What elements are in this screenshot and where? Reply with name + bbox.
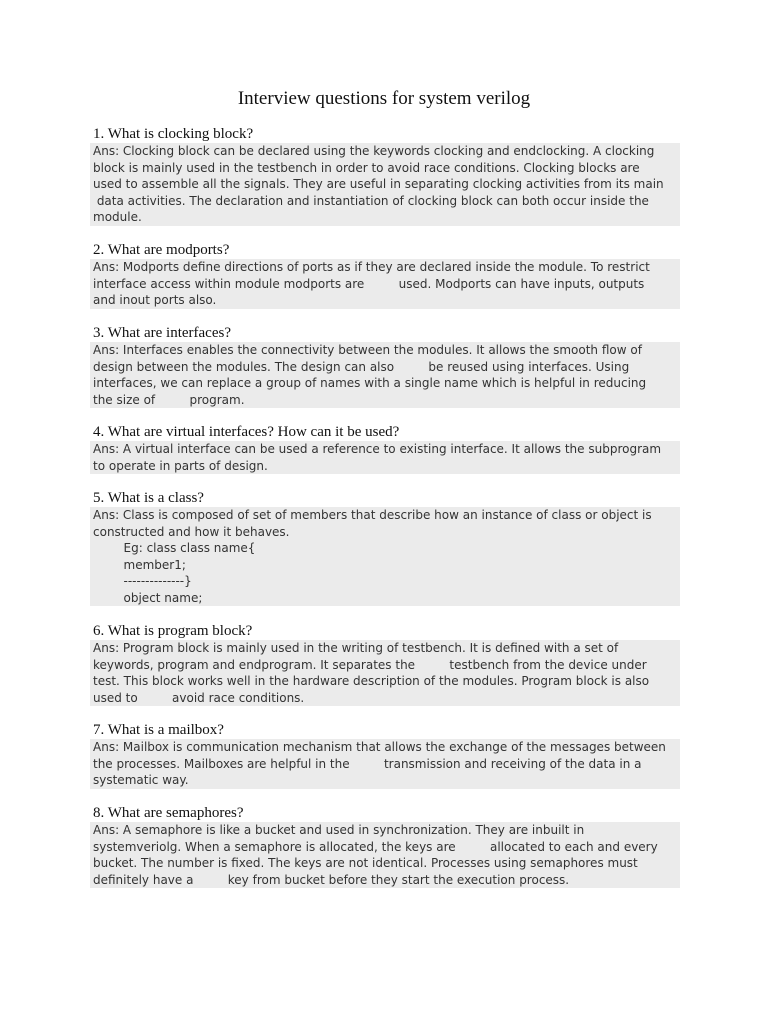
question: 1. What is clocking block? <box>93 126 254 142</box>
answer: Ans: Mailbox is communication mechanism that allows the exchange of the messages between the processes. Mailboxes are helpful in the transmission and receiving of the data in a systematic way. <box>90 739 680 789</box>
qa-item <box>90 489 680 606</box>
answer: Ans: A virtual interface can be used a reference to existing interface. It allows the subprogram to operate in parts of design. <box>90 441 680 474</box>
question: 6. What is program block? <box>93 623 253 639</box>
qa-item <box>90 423 680 474</box>
qa-item <box>90 721 680 789</box>
qa-item <box>90 241 680 309</box>
answer: Ans: Class is composed of set of members that describe how an instance of class or object is constructed and how it behaves. Eg: class class name{ member1; --------------} object name; <box>90 507 680 606</box>
qa-item <box>90 324 680 408</box>
document-title: Interview questions for system verilog <box>237 88 531 109</box>
answer: Ans: Interfaces enables the connectivity between the modules. It allows the smooth flow of design between the modules. The design can also be reused using interfaces. Using interfaces, we can replace a group of names with a single name which is helpful in reducing the size of program. <box>90 342 680 408</box>
answer: Ans: Program block is mainly used in the writing of testbench. It is defined with a set of keywords, program and endprogram. It separates the testbench from the device under test. This block works well in the hardware description of the modules. Program block is also used to avoid race conditions. <box>90 640 680 706</box>
question: 8. What are semaphores? <box>93 805 244 821</box>
question: 5. What is a class? <box>93 490 204 506</box>
qa-item <box>90 125 680 226</box>
answer: Ans: A semaphore is like a bucket and used in synchronization. They are inbuilt in systemveriolg. When a semaphore is allocated, the keys are allocated to each and every bucket. The number is fixed. The keys are not identical. Processes using semaphores must definitely have a key from bucket before they start the execution process. <box>90 822 680 888</box>
question: 4. What are virtual interfaces? How can it be used? <box>93 424 400 440</box>
qa-item <box>90 804 680 888</box>
question: 2. What are modports? <box>93 242 230 258</box>
answer: Ans: Modports define directions of ports as if they are declared inside the module. To restrict interface access within module modports are used. Modports can have inputs, outputs and inout ports also. <box>90 259 680 309</box>
question: 3. What are interfaces? <box>93 325 231 341</box>
answer: Ans: Clocking block can be declared using the keywords clocking and endclocking. A clocking block is mainly used in the testbench in order to avoid race conditions. Clocking blocks are used to assemble all the signals. They are useful in separating clocking activities from its main data activities. The declaration and instantiation of clocking block can both occur inside the module. <box>90 143 680 226</box>
question: 7. What is a mailbox? <box>93 722 224 738</box>
qa-item <box>90 622 680 706</box>
